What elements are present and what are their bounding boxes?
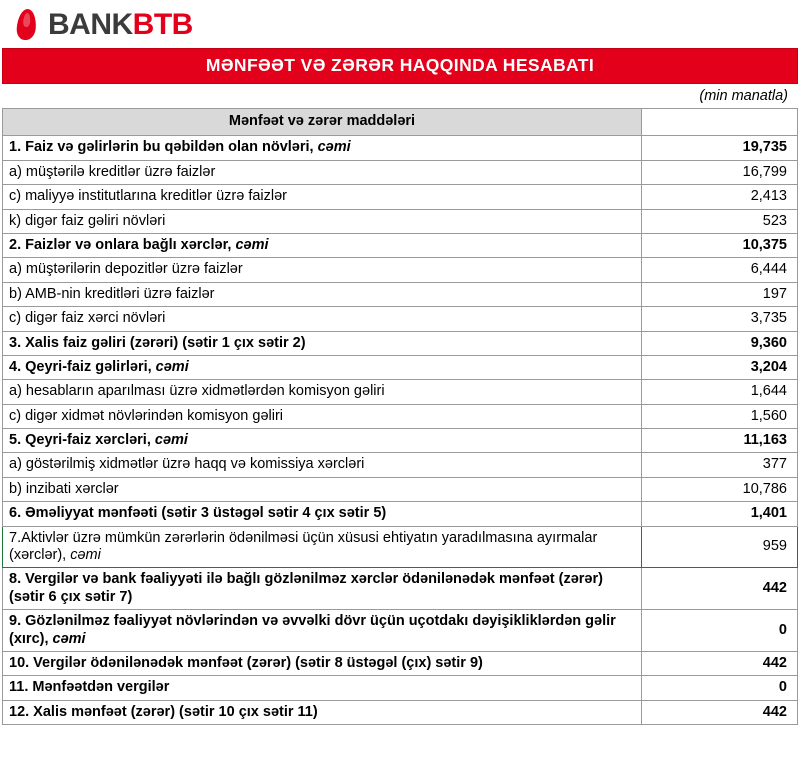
table-header-row <box>3 109 798 136</box>
row-value: 442 <box>642 651 798 675</box>
row-label-emphasis: cəmi <box>154 432 188 449</box>
table-body <box>3 136 798 725</box>
row-label: 7.Aktivlər üzrə mümkün zərərlərin ödənilməsi üçün xüsusi ehtiyatın yaradılmasına ayırmalar (xərclər), cəmi <box>3 526 642 568</box>
row-value: 959 <box>642 526 798 568</box>
table-row <box>3 429 798 453</box>
table-row <box>3 136 798 160</box>
flame-icon <box>14 8 40 42</box>
row-label-emphasis: cəmi <box>317 139 351 156</box>
table-row <box>3 526 798 568</box>
table-row <box>3 331 798 355</box>
brand-name-btb: BTB <box>132 8 193 41</box>
row-value: 442 <box>642 568 798 610</box>
row-value: 442 <box>642 700 798 724</box>
table-row <box>3 185 798 209</box>
table-row <box>3 258 798 282</box>
row-label-emphasis: cəmi <box>52 630 86 647</box>
row-value: 19,735 <box>642 136 798 160</box>
table-row <box>3 610 798 652</box>
row-value: 11,163 <box>642 429 798 453</box>
row-value: 6,444 <box>642 258 798 282</box>
row-value: 197 <box>642 282 798 306</box>
row-label: b) AMB-nin kreditləri üzrə faizlər <box>3 282 642 306</box>
table-row <box>3 160 798 184</box>
row-label: 1. Faiz və gəlirlərin bu qəbildən olan növləri, cəmi <box>3 136 642 160</box>
row-label: a) müştərilə kreditlər üzrə faizlər <box>3 160 642 184</box>
row-label: c) maliyyə institutlarına kreditlər üzrə faizlər <box>3 185 642 209</box>
row-value: 9,360 <box>642 331 798 355</box>
row-label: a) göstərilmiş xidmətlər üzrə haqq və komissiya xərcləri <box>3 453 642 477</box>
row-value: 377 <box>642 453 798 477</box>
column-header-items: Mənfəət və zərər maddələri <box>3 109 642 136</box>
row-label-emphasis: cəmi <box>70 547 101 564</box>
table-row <box>3 233 798 257</box>
row-value: 0 <box>642 610 798 652</box>
table-row <box>3 380 798 404</box>
table-row <box>3 209 798 233</box>
brand-name-bank: BANK <box>48 8 133 41</box>
page-title: MƏNFƏƏT VƏ ZƏRƏR HAQQINDA HESABATI <box>2 48 798 84</box>
row-value: 3,204 <box>642 355 798 379</box>
table-row <box>3 355 798 379</box>
table-row <box>3 676 798 700</box>
row-label: 12. Xalis mənfəət (zərər) (sətir 10 çıx sətir 11) <box>3 700 642 724</box>
row-label: a) müştərilərin depozitlər üzrə faizlər <box>3 258 642 282</box>
row-label-emphasis: cəmi <box>155 358 189 375</box>
row-label-emphasis: cəmi <box>235 236 269 253</box>
row-label: b) inzibati xərclər <box>3 477 642 501</box>
row-value: 1,560 <box>642 404 798 428</box>
row-label: 3. Xalis faiz gəliri (zərəri) (sətir 1 çıx sətir 2) <box>3 331 642 355</box>
row-label: 10. Vergilər ödənilənədək mənfəət (zərər) (sətir 8 üstəgəl (çıx) sətir 9) <box>3 651 642 675</box>
table-row <box>3 502 798 526</box>
table-row <box>3 282 798 306</box>
row-label: 2. Faizlər və onlara bağlı xərclər, cəmi <box>3 233 642 257</box>
table-row <box>3 651 798 675</box>
row-label: 5. Qeyri-faiz xərcləri, cəmi <box>3 429 642 453</box>
row-value: 1,644 <box>642 380 798 404</box>
row-label: 4. Qeyri-faiz gəlirləri, cəmi <box>3 355 642 379</box>
row-value: 2,413 <box>642 185 798 209</box>
row-value: 10,375 <box>642 233 798 257</box>
row-label: a) hesabların aparılması üzrə xidmətlərdən komisyon gəliri <box>3 380 642 404</box>
row-label: 6. Əməliyyat mənfəəti (sətir 3 üstəgəl sətir 4 çıx sətir 5) <box>3 502 642 526</box>
profit-loss-table <box>2 108 798 725</box>
table-row <box>3 568 798 610</box>
row-label: 8. Vergilər və bank fəaliyyəti ilə bağlı gözlənilməz xərclər ödənilənədək mənfəət (zərər) (sətir 6 çıx sətir 7) <box>3 568 642 610</box>
row-value: 3,735 <box>642 307 798 331</box>
column-header-value <box>642 109 798 136</box>
table-row <box>3 700 798 724</box>
row-label: 11. Mənfəətdən vergilər <box>3 676 642 700</box>
row-value: 1,401 <box>642 502 798 526</box>
table-row <box>3 404 798 428</box>
row-label: k) digər faiz gəliri növləri <box>3 209 642 233</box>
row-label: c) digər faiz xərci növləri <box>3 307 642 331</box>
row-value: 0 <box>642 676 798 700</box>
row-value: 10,786 <box>642 477 798 501</box>
row-value: 16,799 <box>642 160 798 184</box>
brand-name <box>48 10 193 40</box>
row-value: 523 <box>642 209 798 233</box>
table-row <box>3 477 798 501</box>
table-row <box>3 453 798 477</box>
units-note: (min manatla) <box>699 88 788 104</box>
row-label: c) digər xidmət növlərindən komisyon gəliri <box>3 404 642 428</box>
table-row <box>3 307 798 331</box>
row-label: 9. Gözlənilməz fəaliyyət növlərindən və əvvəlki dövr üçün uçotdakı dəyişikliklərdən gəlir (xırc), cəmi <box>3 610 642 652</box>
brand-header <box>0 0 800 46</box>
